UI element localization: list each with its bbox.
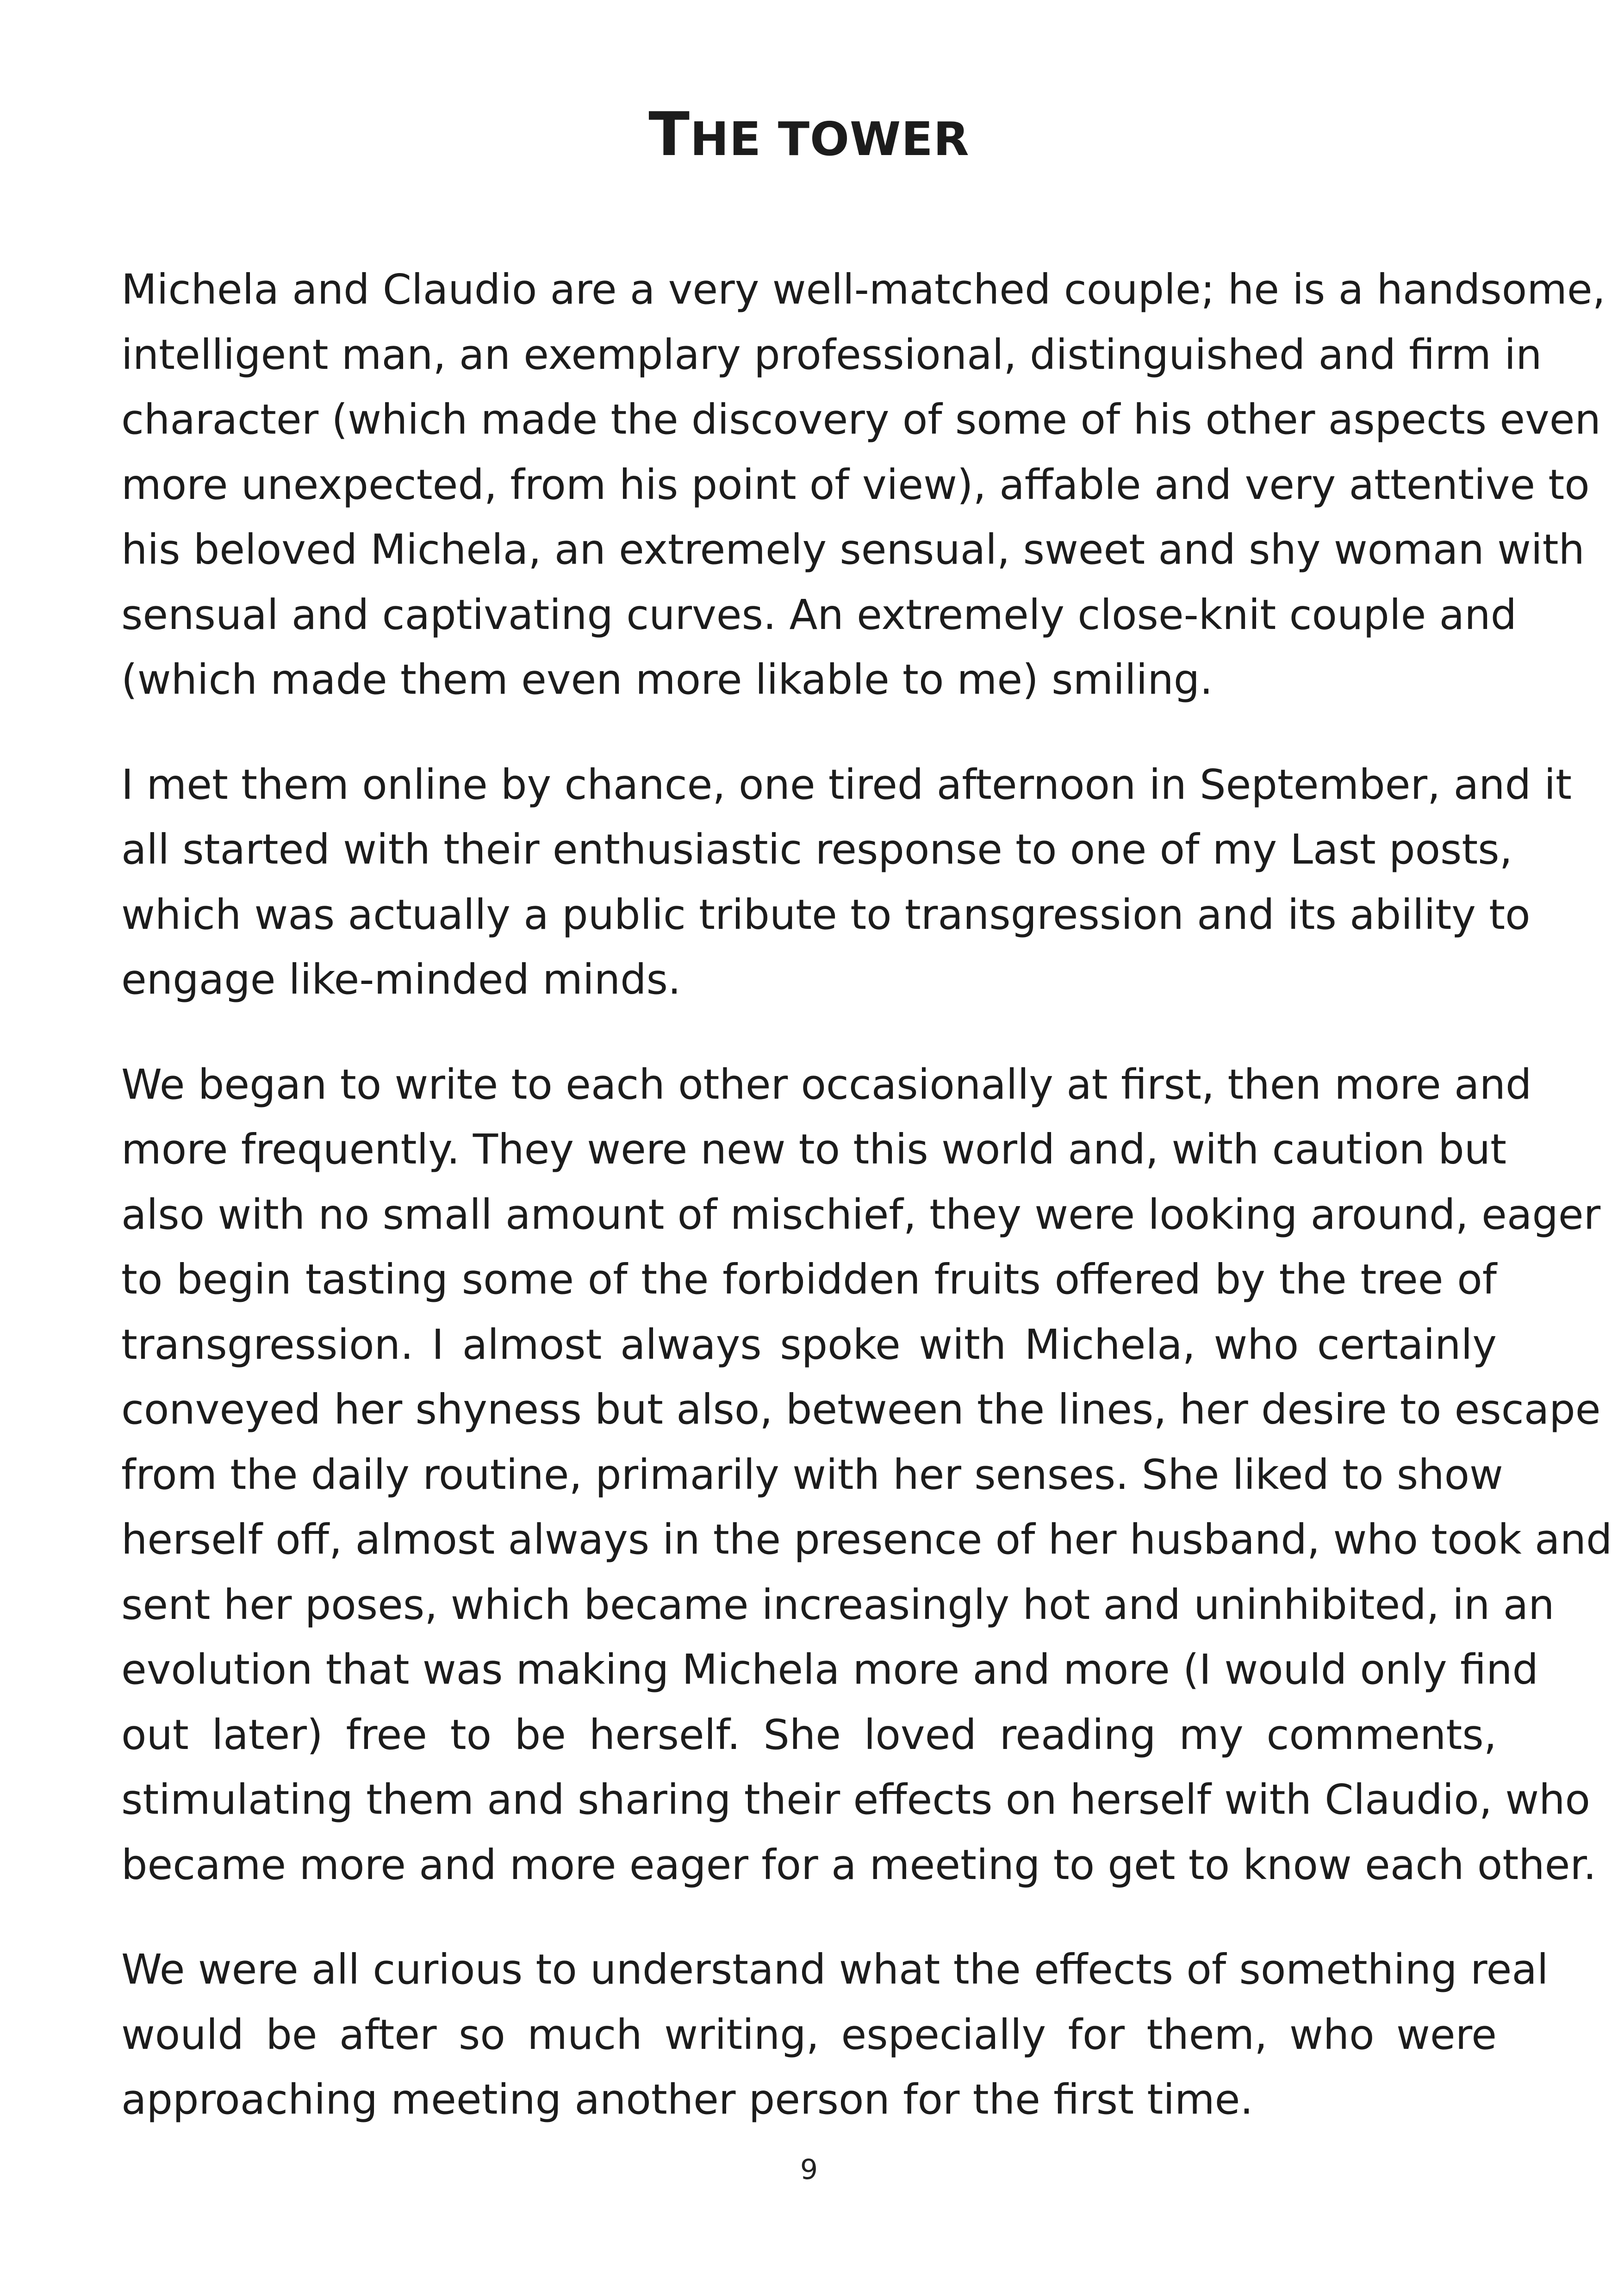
paragraph-line: which was actually a public tribute to transgression and its ability to	[121, 890, 1531, 939]
paragraph-line: We were all curious to understand what the effects of something real	[121, 1945, 1549, 1993]
paragraph	[121, 257, 1606, 712]
paragraph-line: more unexpected, from his point of view), affable and very attentive to	[121, 460, 1590, 509]
paragraph-line: character (which made the discovery of some of his other aspects even	[121, 395, 1601, 443]
chapter-title-rest: HE TOWER	[690, 112, 970, 166]
paragraph-line: evolution that was making Michela more and more (I would only find	[121, 1645, 1538, 1693]
chapter-body	[121, 257, 1612, 2172]
paragraph-line: stimulating them and sharing their effects on herself with Claudio, who	[121, 1775, 1590, 1823]
paragraph-line: more frequently. They were new to this world and, with caution but	[121, 1125, 1507, 1173]
chapter-title	[0, 100, 1618, 174]
page-number: 9	[800, 2153, 818, 2186]
paragraph-line: transgression. I almost always spoke with Michela, who certainly	[121, 1320, 1497, 1369]
paragraph-line: his beloved Michela, an extremely sensual, sweet and shy woman with	[121, 525, 1585, 573]
paragraph-line: Michela and Claudio are a very well-matched couple; he is a handsome,	[121, 265, 1606, 313]
paragraph-line: conveyed her shyness but also, between the lines, her desire to escape	[121, 1385, 1601, 1433]
paragraph-line: sensual and captivating curves. An extremely close-knit couple and	[121, 590, 1517, 639]
paragraph-line: I met them online by chance, one tired afternoon in September, and it	[121, 760, 1572, 809]
paragraph	[121, 752, 1572, 1012]
paragraph	[121, 1937, 1549, 2132]
paragraph-line: We began to write to each other occasionally at first, then more and	[121, 1060, 1532, 1108]
paragraph-line: approaching meeting another person for the first time.	[121, 2075, 1253, 2123]
paragraph-line: all started with their enthusiastic response to one of my Last posts,	[121, 825, 1512, 873]
paragraph-line: would be after so much writing, especially for them, who were	[121, 2010, 1497, 2059]
paragraph-line: herself off, almost always in the presence of her husband, who took and	[121, 1515, 1612, 1563]
chapter-title-initial: T	[648, 99, 691, 169]
paragraph-line: (which made them even more likable to me) smiling.	[121, 655, 1213, 703]
paragraph-line: also with no small amount of mischief, they were looking around, eager	[121, 1190, 1601, 1238]
paragraph-line: became more and more eager for a meeting to get to know each other.	[121, 1840, 1597, 1889]
paragraph-line: out later) free to be herself. She loved reading my comments,	[121, 1710, 1497, 1759]
paragraph-line: to begin tasting some of the forbidden fruits offered by the tree of	[121, 1255, 1497, 1303]
paragraph-line: intelligent man, an exemplary professional, distinguished and firm in	[121, 330, 1542, 379]
paragraph-line: from the daily routine, primarily with her senses. She liked to show	[121, 1450, 1503, 1499]
paragraph	[121, 1052, 1612, 1898]
paragraph-line: engage like-minded minds.	[121, 955, 681, 1003]
paragraph-line: sent her poses, which became increasingly hot and uninhibited, in an	[121, 1580, 1555, 1629]
